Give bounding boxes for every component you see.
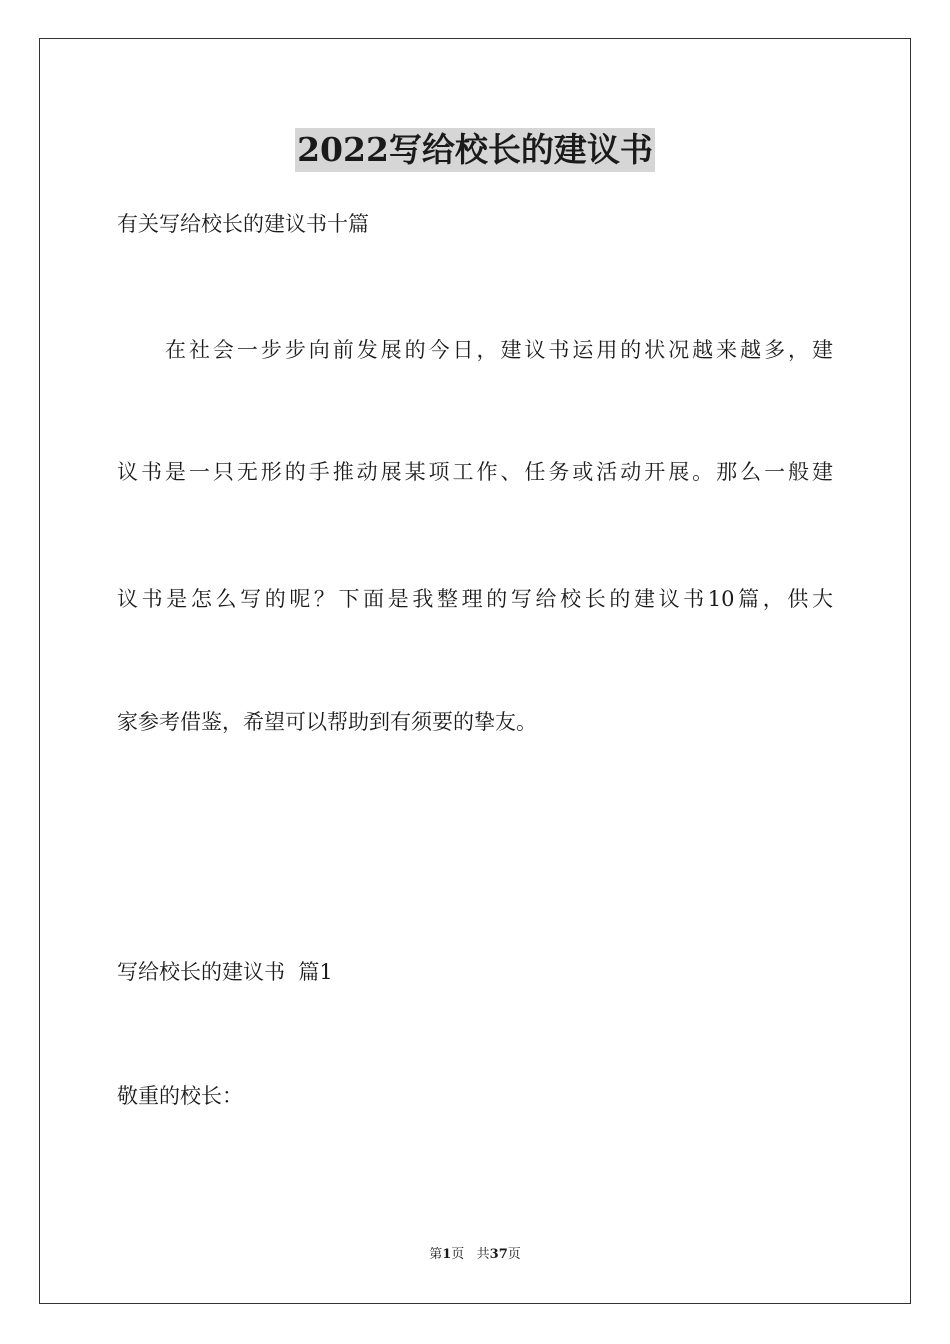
footer-page-suffix: 页 (507, 1247, 521, 1262)
intro-line-1: 在社会一步步向前发展的今日，建议书运用的状况越来越多，建 (165, 338, 833, 362)
intro-line-4: 家参考借鉴，希望可以帮助到有须要的挚友。 (117, 710, 537, 734)
section-heading: 写给校长的建议书 篇1 (117, 960, 333, 984)
footer-total-pages: 37 (489, 1247, 508, 1262)
page-footer (0, 1246, 950, 1264)
salutation: 敬重的校长： (117, 1084, 243, 1108)
title-container (0, 128, 950, 172)
intro-line-3: 议书是怎么写的呢？下面是我整理的写给校长的建议书10篇，供大 (117, 587, 833, 611)
footer-page-mid: 页 共 (451, 1247, 490, 1262)
intro-line-2: 议书是一只无形的手推动展某项工作、任务或活动开展。那么一般建 (117, 460, 833, 484)
footer-page-prefix: 第 (429, 1247, 443, 1262)
footer-current-page: 1 (442, 1247, 452, 1262)
document-title: 2022写给校长的建议书 (295, 128, 655, 172)
document-subtitle: 有关写给校长的建议书十篇 (117, 212, 369, 236)
